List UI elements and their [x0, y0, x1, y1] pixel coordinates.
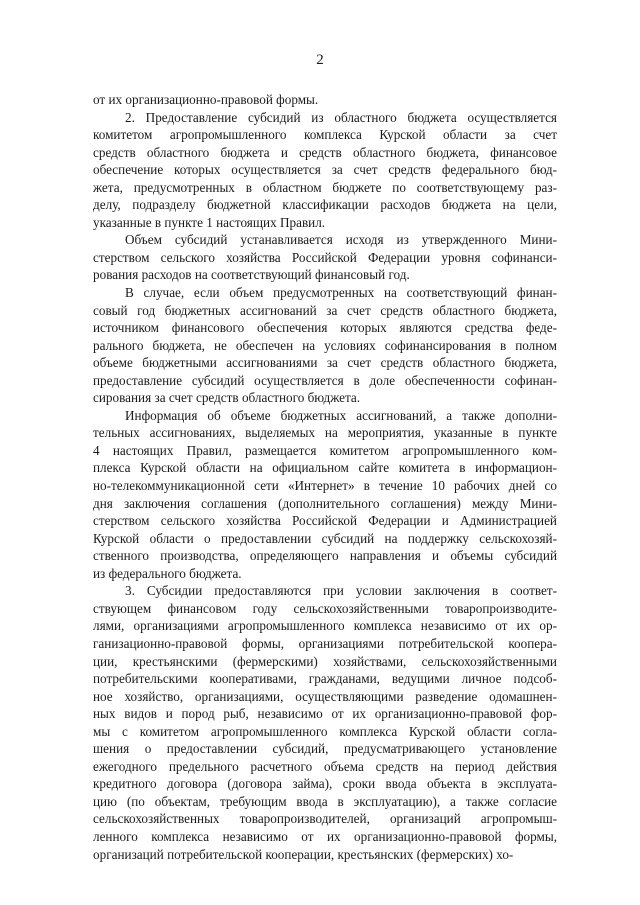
- paragraph-line: предоставление субсидий осуществляется в доле обеспеченности софинан-: [93, 372, 557, 388]
- paragraph-line: ганизационно-правовой формы, организациями потребительской коопера-: [93, 635, 557, 651]
- paragraph-line: дня заключения соглашения (дополнительного соглашения) между Мини-: [93, 495, 557, 511]
- paragraph-line: ежегодного предельного расчетного объема средств на период действия: [93, 758, 557, 774]
- paragraph-line: мы с комитетом агропромышленного комплекса Курской области согла-: [93, 723, 557, 739]
- paragraph-line: сельскохозяйственных товаропроизводителей, организаций агропромыш-: [93, 811, 557, 827]
- paragraph-line: комитетом агропромышленного комплекса Курской области за счет: [93, 127, 557, 143]
- paragraph-line: стерством сельского хозяйства Российской Федерации и Администрацией: [93, 513, 557, 529]
- paragraph-line: Объем субсидий устанавливается исходя из утвержденного Мини-: [125, 232, 557, 248]
- paragraph-line: делу, подразделу бюджетной классификации расходов бюджета на цели,: [93, 197, 557, 213]
- paragraph-line: кредитного договора (договора займа), сроки ввода объекта в эксплуата-: [93, 776, 557, 792]
- paragraph-line: обеспечение которых осуществляется за счет средств федерального бюд-: [93, 162, 557, 178]
- paragraph-line: стерством сельского хозяйства Российской Федерации уровня софинанси-: [93, 249, 557, 265]
- paragraph-line: средств областного бюджета и средств областного бюджета, финансовое: [93, 144, 557, 160]
- paragraph-line: из федерального бюджета.: [93, 565, 242, 581]
- paragraph-line: цию (по объектам, требующим ввода в эксплуатацию), а также согласие: [93, 793, 557, 809]
- paragraph-line: Информация об объеме бюджетных ассигнований, а также дополни-: [125, 407, 557, 423]
- paragraph-line: рального бюджета, не обеспечен на условиях софинансирования в полном: [93, 337, 557, 353]
- document-body: [93, 91, 557, 863]
- paragraph-line: тельных ассигнованиях, выделяемых на мероприятия, указанные в пункте: [93, 425, 557, 441]
- paragraph-line: плекса Курской области на официальном сайте комитета в информацион-: [93, 460, 557, 476]
- paragraph-line: от их организационно-правовой формы.: [93, 92, 319, 107]
- paragraph-line: совый год бюджетных ассигнований за счет средств областного бюджета,: [93, 302, 557, 318]
- paragraph-line: но-телекоммуникационной сети «Интернет» в течение 10 рабочих дней со: [93, 478, 557, 494]
- paragraph-line: Курской области о предоставлении субсидий на поддержку сельскохозяй-: [93, 530, 557, 546]
- paragraph-line: сирования за счет средств областного бюджета.: [93, 390, 361, 406]
- paragraph-line: ции, крестьянскими (фермерскими) хозяйствами, сельскохозяйственными: [93, 653, 557, 669]
- paragraph-line: ственного производства, определяющего направления и объемы субсидий: [93, 548, 557, 564]
- paragraph-line: 2. Предоставление субсидий из областного бюджета осуществляется: [125, 109, 557, 125]
- paragraph-line: шения о предоставлении субсидий, предусматривающего установление: [93, 741, 557, 757]
- paragraph-line: 3. Субсидии предоставляются при условии заключения в соответ-: [125, 583, 557, 599]
- paragraph-line: ных видов и пород рыб, независимо от их организационно-правовой фор-: [93, 706, 557, 722]
- paragraph-line: лями, организациями агропромышленного комплекса независимо от их ор-: [93, 618, 557, 634]
- paragraph-line: ное хозяйство, организациями, осуществляющими разведение одомашнен-: [93, 688, 557, 704]
- paragraph-line: 4 настоящих Правил, размещается комитетом агропромышленного ком-: [93, 442, 557, 458]
- paragraph-line: организаций потребительской кооперации, крестьянских (фермерских) хо-: [93, 846, 514, 862]
- paragraph-line: В случае, если объем предусмотренных на соответствующий финан-: [125, 285, 557, 301]
- paragraph-line: указанные в пункте 1 настоящих Правил.: [93, 214, 326, 230]
- paragraph-line: ленного комплекса независимо от их организационно-правовой формы,: [93, 828, 557, 844]
- paragraph-line: потребительскими кооперативами, гражданами, ведущими личное подсоб-: [93, 671, 557, 687]
- paragraph-line: ствующем финансовом году сельскохозяйственными товаропроизводите-: [93, 600, 557, 616]
- paragraph-line: объеме бюджетными ассигнованиями за счет средств областного бюджета,: [93, 355, 557, 371]
- page-number: 2: [316, 52, 324, 68]
- paragraph-line: рования расходов на соответствующий финансовый год.: [93, 267, 410, 283]
- paragraph-line: жета, предусмотренных в областном бюджете по соответствующему раз-: [93, 179, 557, 195]
- paragraph-line: источником финансового обеспечения которых являются средства феде-: [93, 320, 557, 336]
